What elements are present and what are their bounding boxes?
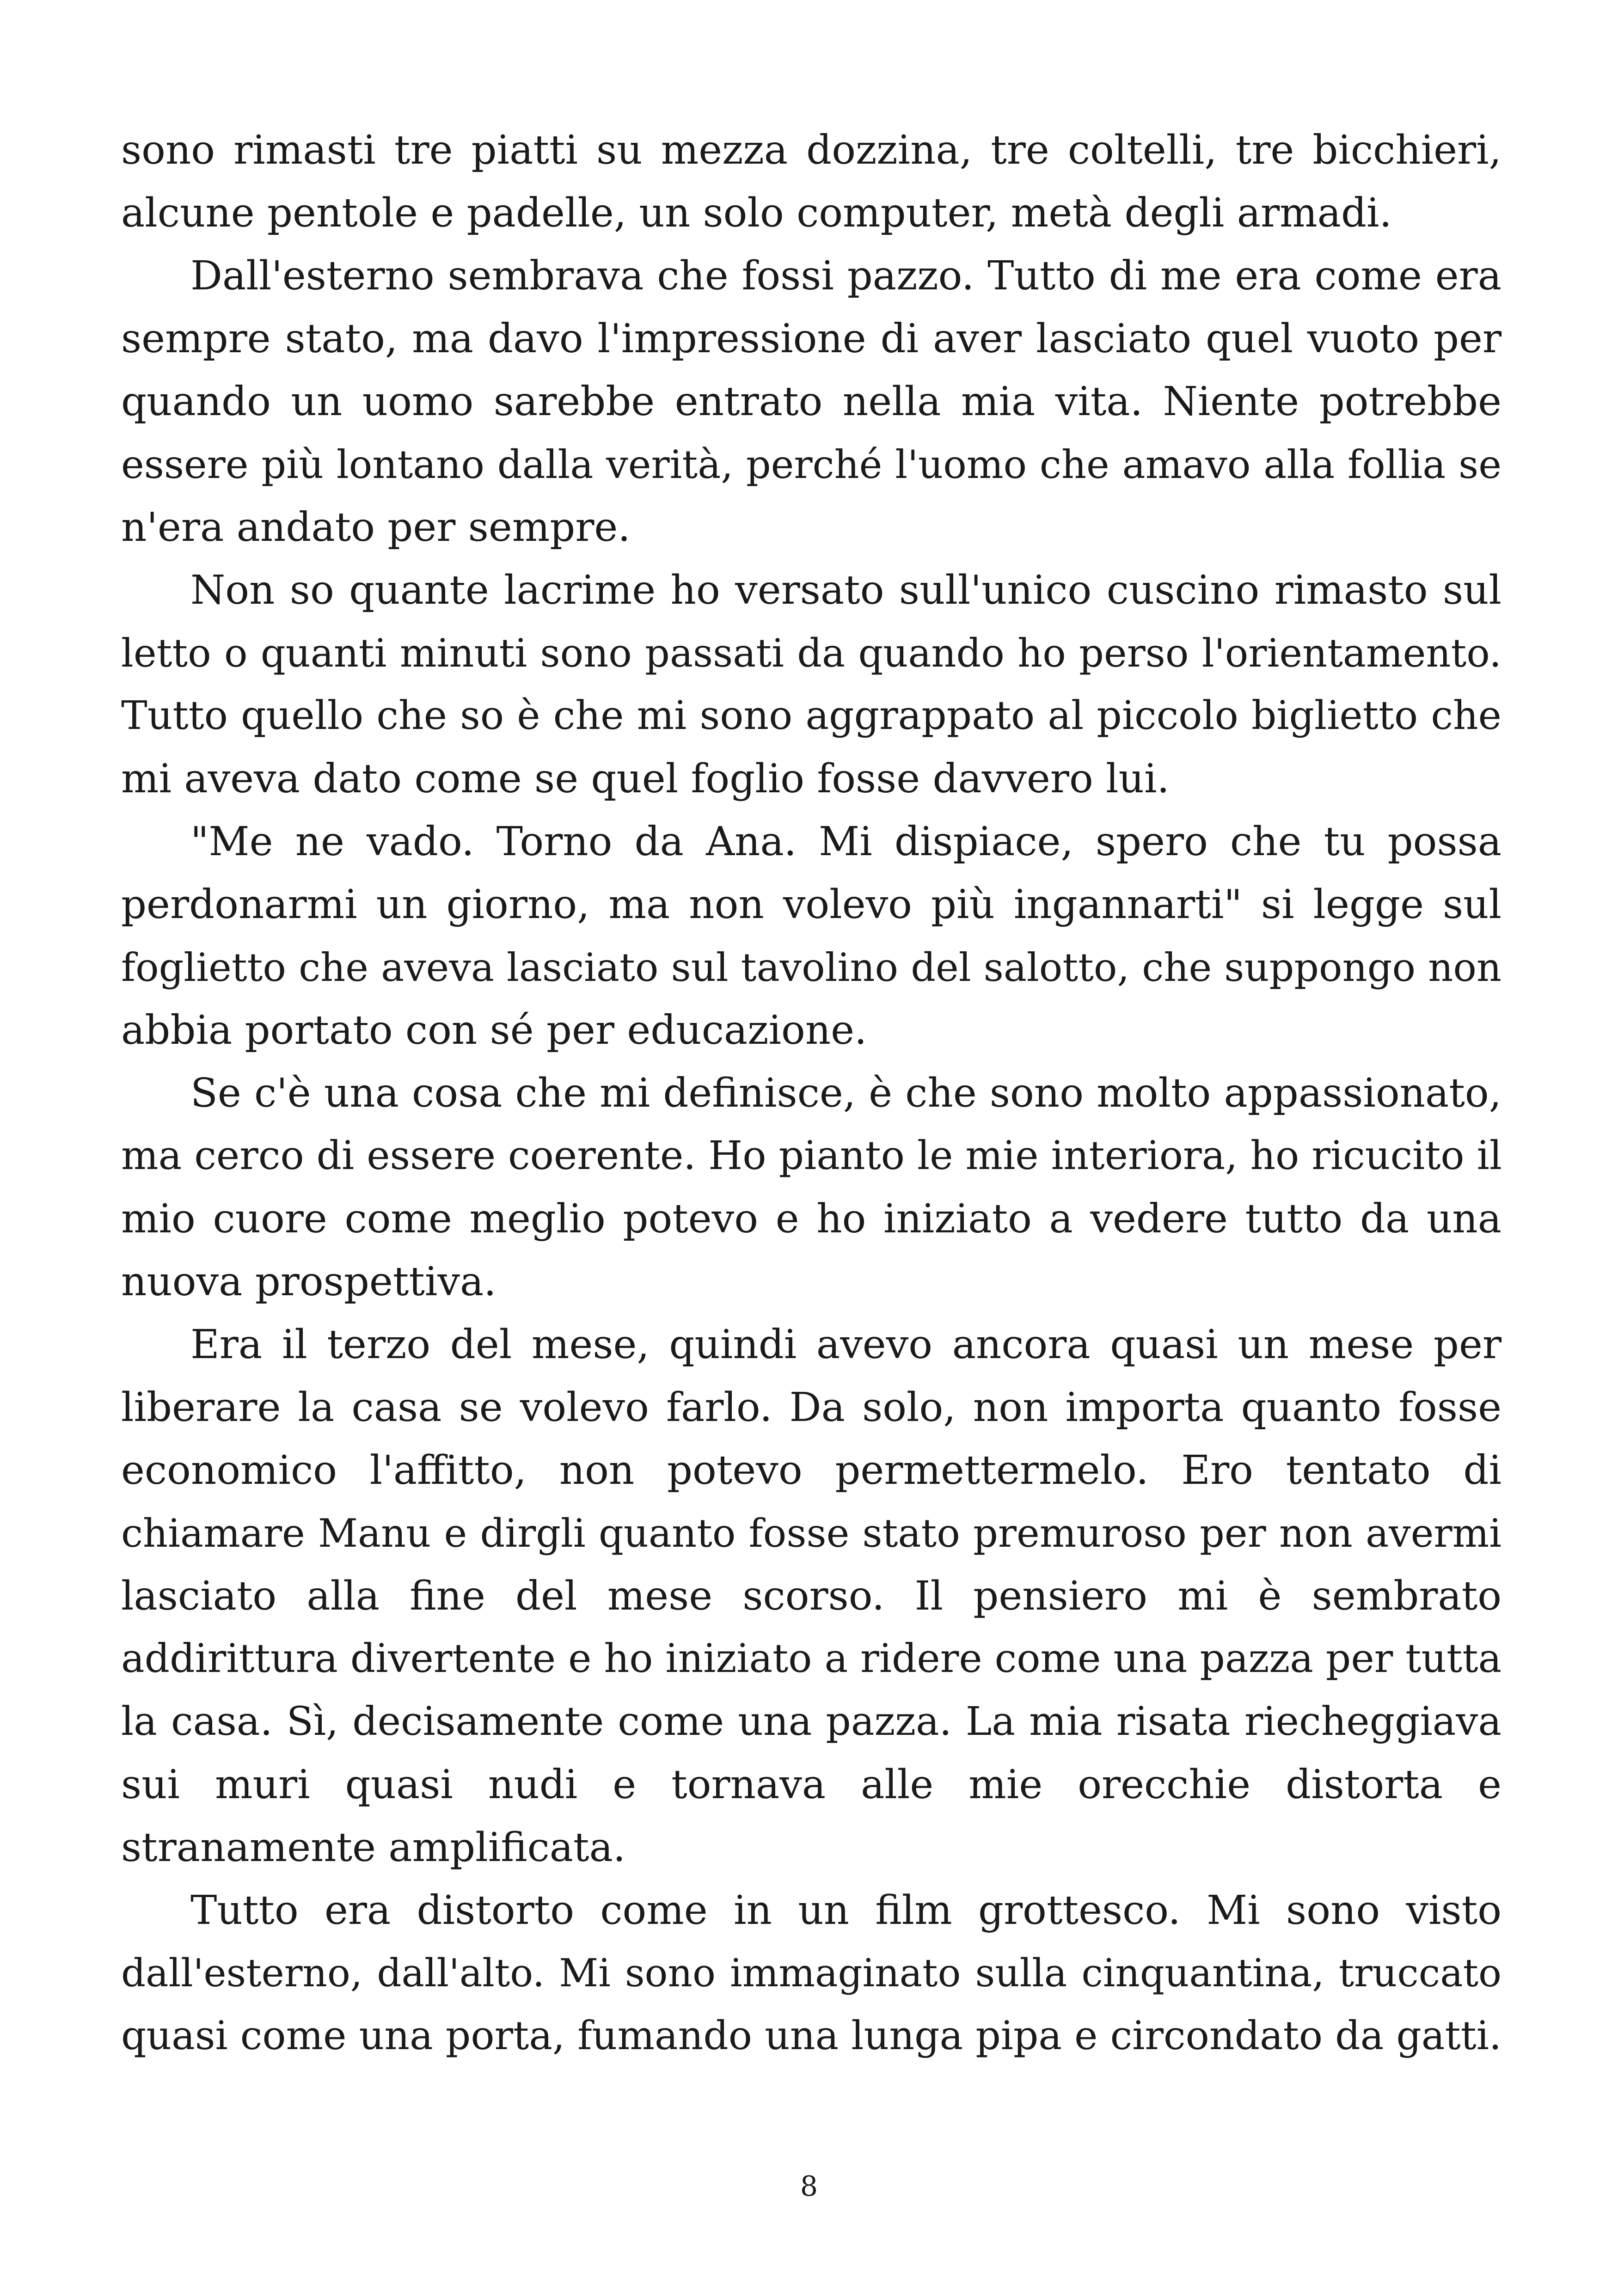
text-line: Tutto quello che so è che mi sono aggrappato al piccolo biglietto che [121,693,1502,739]
text-line: lasciato alla fine del mese scorso. Il pensiero mi è sembrato [121,1573,1502,1619]
text-line: essere più lontano dalla verità, perché l'uomo che amavo alla follia se [121,442,1502,487]
text-line: Tutto era distorto come in un film grottesco. Mi sono visto [190,1887,1502,1934]
text-line: quando un uomo sarebbe entrato nella mia vita. Niente potrebbe [121,379,1502,425]
text-line: sempre stato, ma davo l'impressione di aver lasciato quel vuoto per [121,316,1502,362]
text-line: Dall'esterno sembrava che fossi pazzo. Tutto di me era come era [190,253,1502,299]
text-line: la casa. Sì, decisamente come una pazza. La mia risata riecheggiava [121,1699,1502,1745]
text-line: nuova prospettiva. [121,1259,496,1305]
text-line: dall'esterno, dall'alto. Mi sono immaginato sulla cinquantina, truccato [121,1951,1502,1996]
text-line: "Me ne vado. Torno da Ana. Mi dispiace, spero che tu possa [190,819,1502,865]
text-line: Era il terzo del mese, quindi avevo ancora quasi un mese per [190,1322,1502,1368]
book-page [121,0,1502,2296]
text-line: Non so quante lacrime ho versato sull'unico cuscino rimasto sul [190,567,1502,613]
text-line: economico l'affitto, non potevo permettermelo. Ero tentato di [121,1447,1502,1494]
text-line: alcune pentole e padelle, un solo computer, metà degli armadi. [121,190,1392,236]
text-line: Se c'è una cosa che mi definisce, è che sono molto appassionato, [190,1070,1502,1116]
page-number: 8 [800,2170,818,2203]
text-line: sui muri quasi nudi e tornava alle mie orecchie distorta e [121,1762,1502,1808]
text-line: stranamente amplificata. [121,1825,626,1871]
text-line: quasi come una porta, fumando una lunga pipa e circondato da gatti. [121,2013,1502,2059]
text-line: perdonarmi un giorno, ma non volevo più ingannarti" si legge sul [121,882,1502,928]
text-line: addirittura divertente e ho iniziato a ridere come una pazza per tutta [121,1636,1502,1682]
text-line: foglietto che aveva lasciato sul tavolino del salotto, che suppongo non [121,945,1502,990]
text-line: chiamare Manu e dirgli quanto fosse stato premuroso per non avermi [121,1511,1502,1556]
text-line: liberare la casa se volevo farlo. Da solo, non importa quanto fosse [121,1384,1502,1431]
text-line: letto o quanti minuti sono passati da quando ho perso l'orientamento. [121,631,1502,676]
text-line: mio cuore come meglio potevo e ho iniziato a vedere tutto da una [121,1196,1502,1242]
text-line: abbia portato con sé per educazione. [121,1007,867,1053]
text-line: n'era andato per sempre. [121,504,631,551]
text-line: mi aveva dato come se quel foglio fosse davvero lui. [121,756,1170,802]
text-line: sono rimasti tre piatti su mezza dozzina, tre coltelli, tre bicchieri, [121,127,1502,173]
text-line: ma cerco di essere coerente. Ho pianto le mie interiora, ho ricucito il [121,1133,1502,1179]
